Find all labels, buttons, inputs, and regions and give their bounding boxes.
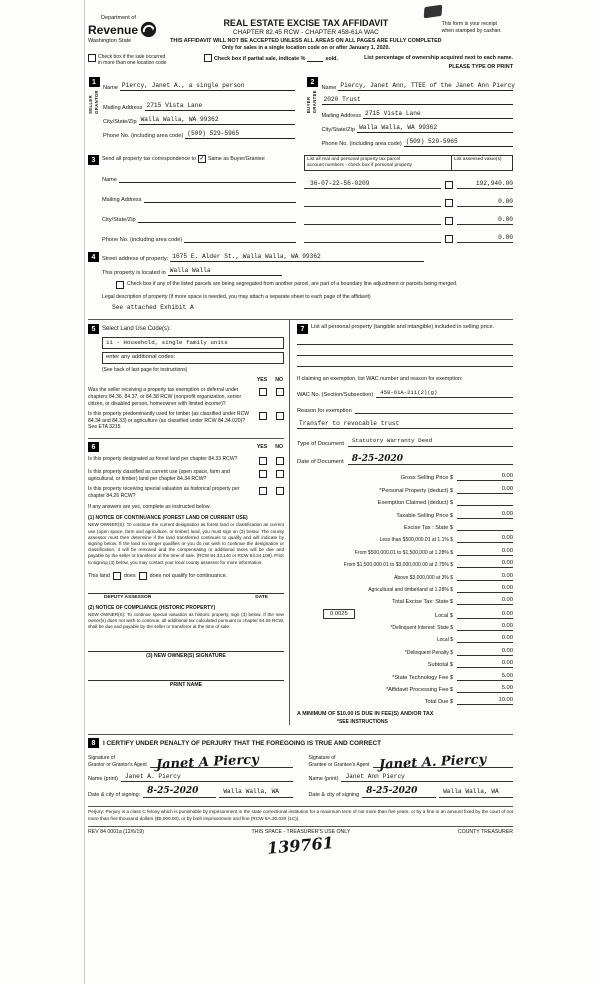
grantee-signature-block <box>309 750 514 798</box>
tax-line: Less than $500,000.01 at 1.1% $ 0.00 <box>379 535 513 544</box>
treasurer-space-label: THIS SPACE - TREASURER'S USE ONLY <box>251 829 351 836</box>
grantee-name-print-label: Name (print) <box>308 776 339 783</box>
grantor-sig-label-1: Signature of <box>88 755 115 762</box>
section-2-buyer <box>307 77 514 147</box>
reason-field-line1[interactable] <box>355 404 513 414</box>
assessed-value-field[interactable]: 0.00 <box>457 233 513 243</box>
assessed-value-field[interactable]: 0.00 <box>457 197 513 207</box>
see-instructions-note: *SEE INSTRUCTIONS <box>337 719 388 726</box>
buyer-name-label: Name <box>321 85 337 92</box>
grantor-side-label: GRANTOR <box>93 90 99 115</box>
section-4 <box>88 252 513 311</box>
tax-line: Subtotal $ 0.00 <box>427 660 513 669</box>
s6-q3-text: Is this property receiving special valuation as historical property per chapter 84.26 RCW? <box>88 486 240 499</box>
s6-q1-text: Is this property designated as forest land per chapter 84.33 RCW? <box>88 456 238 463</box>
tax-amount-field[interactable]: 0.00 <box>457 572 513 581</box>
partial-sale-percent-field[interactable] <box>307 55 323 62</box>
notice1-text: NEW OWNER(S): To continue the current designation as forest land or classification as current use (open space, farm and agriculture, or timber) land, you must sign on (3) below. The county assessor must then determine if the land transferred continues to qualify and will indicate by signing below. If the land no longer qualifies or you do not wish to continue the designation or classification, it will be removed and the compensating or additional taxes will be due and payable by the seller or transferor at the time of sale. (RCW 84.33.140 or RCW 84.34.108). Prior to signing (3) below, you may contact your local county assessor for more information. <box>88 522 284 565</box>
type-or-print-label: PLEASE TYPE OR PRINT <box>448 64 513 71</box>
section-5-number: 5 <box>88 324 99 334</box>
yes-header: YES <box>256 377 268 384</box>
legal-description-label: Legal description of property (if more space is needed, you may attach a separate sheet to each page of the affidavit) <box>102 294 371 301</box>
correspondence-name-label: Name <box>102 177 117 184</box>
section-3-number: 3 <box>88 155 99 165</box>
parcel-number-field[interactable] <box>304 233 441 243</box>
section-6 <box>88 438 284 688</box>
buyer-city-label: City/State/Zip <box>321 127 356 134</box>
section-7 <box>289 320 513 725</box>
notice2-title: (2) NOTICE OF COMPLIANCE (HISTORIC PROPERTY) <box>88 604 216 611</box>
s6-q3-no-checkbox[interactable] <box>276 487 284 495</box>
tax-amount-field[interactable] <box>457 522 513 531</box>
parcel-list <box>304 155 513 243</box>
section-1-number: 1 <box>89 77 100 87</box>
multi-location-label-2: in more than one location code <box>98 60 167 66</box>
dor-logo <box>88 13 170 44</box>
grantee-signature: Janet A. Piercy <box>378 752 487 774</box>
tax-line: *Delinquent Interest: State $ 0.00 <box>390 623 513 632</box>
receipt-note-line2: when stamped by cashier. <box>441 27 502 34</box>
personal-property-line-2[interactable] <box>297 345 513 356</box>
section-6-number: 6 <box>88 442 99 452</box>
s6-q2-text: Is this property classified as current use (open space, farm and agricultural, or timber) land per chapter 84.34 RCW? <box>88 469 230 482</box>
tax-amount-field[interactable]: 0.00 <box>457 584 513 593</box>
correspondence-phone-field[interactable] <box>184 233 296 243</box>
segregated-checkbox[interactable] <box>116 281 124 289</box>
exemption-note: If claiming an exemption, list WAC number and reason for exemption: <box>297 376 463 383</box>
assessed-value-field[interactable]: 0.00 <box>457 215 513 225</box>
multi-location-label-1: Check box if the sale occurred <box>98 54 166 60</box>
header-check-row <box>88 54 513 72</box>
deputy-assessor-signature-field[interactable] <box>88 580 284 594</box>
seller-name-field[interactable]: Piercy, Janet A., a single person <box>120 81 295 91</box>
does-label: does <box>123 572 136 579</box>
continuance-row <box>88 572 284 580</box>
grantee-signature-field[interactable] <box>373 750 514 774</box>
personal-property-line-1[interactable] <box>297 334 513 345</box>
tax-line: *Personal Property (deduct) $ 0.00 <box>379 485 513 494</box>
s5-q1-text: Was the seller receiving a property tax exemption or deferral under chapters 84.36, 84.37, or 84.38 RCW (nonprofit organization, senior citizen, or disabled person, homeowner with limited income)? <box>88 387 242 407</box>
tax-line: Agricultural and timberland at 1.28% $ 0.00 <box>368 584 513 593</box>
if-yes-note: If any answers are yes, complete as instructed below. <box>88 504 211 511</box>
treasurer-stamp-area <box>88 833 513 858</box>
dor-logo-icon <box>140 21 157 38</box>
parcel-number-field[interactable] <box>304 197 441 207</box>
grantee-side-label: GRANTEE <box>312 90 317 114</box>
tax-line: *State Technology Fee $ 5.00 <box>392 672 513 681</box>
partial-sale-checkbox[interactable] <box>204 54 212 62</box>
tax-amount-field[interactable]: 0.00 <box>457 596 513 605</box>
question-row <box>88 411 284 431</box>
buyer-phone-field[interactable]: (509) 529-5965 <box>404 137 513 147</box>
doc-date-field[interactable]: 8-25-2020 <box>348 454 513 465</box>
correspondence-address-field[interactable] <box>144 193 297 203</box>
parcel-row <box>304 179 513 189</box>
tax-line: Gross Selling Price $ 0.00 <box>400 473 513 482</box>
correspondence-city-field[interactable] <box>138 213 296 223</box>
grantee-name-print-field[interactable]: Janet Ann Piercy <box>341 772 513 782</box>
multi-location-check <box>88 54 204 66</box>
header <box>88 13 513 51</box>
personal-property-title: List all personal property (tangible and intangible) included in selling price. <box>311 324 495 331</box>
tax-amount-field[interactable]: 0.00 <box>457 472 513 481</box>
treasurer-stamp-number: 139761 <box>266 833 335 858</box>
parcel-row <box>304 197 513 207</box>
tax-amount-field[interactable]: 0.00 <box>457 485 513 494</box>
grantee-date-city-label: Date & city of signing <box>308 792 360 799</box>
instructions-note: (See back of last page for instructions) <box>102 367 188 374</box>
tax-line: Total Due $ 10.00 <box>424 697 513 706</box>
form-title: REAL ESTATE EXCISE TAX AFFIDAVIT <box>223 18 389 28</box>
question-row <box>88 486 284 499</box>
partial-sale-label: Check box if partial sale, indicate % <box>214 56 306 62</box>
seller-phone-field[interactable]: (509) 529-5965 <box>185 129 294 139</box>
doc-date-label: Date of Document <box>297 459 344 466</box>
reason-label: Reason for exemption <box>297 408 352 415</box>
section-7-number: 7 <box>297 324 308 334</box>
print-name-label: PRINT NAME <box>169 682 203 689</box>
s6-q3-yes-checkbox[interactable] <box>259 487 267 495</box>
same-as-buyer-checkbox[interactable]: ✓ <box>199 156 205 163</box>
ownership-note: List percentage of ownership acquired next to each name. <box>364 55 513 61</box>
correspondence-name-field[interactable] <box>119 173 296 183</box>
notice2-text: NEW OWNER(S): To continue special valuation as historic property, sign (3) below. If the new owner(s) does not wish to continue, all additional tax calculated pursuant to chapter 84.26 RCW, shall be due and payable by the seller or transferor at the time of sale. <box>88 611 284 630</box>
seller-phone-label: Phone No. (including area code) <box>103 133 184 140</box>
tax-amount-field[interactable]: 10.00 <box>457 696 513 705</box>
print-name-field[interactable] <box>88 667 284 681</box>
additional-codes-box <box>102 352 284 364</box>
dept-line3: Washington State <box>88 38 132 44</box>
buyer-address-field[interactable]: 2715 Vista Lane <box>363 109 513 119</box>
s5-q2-yes-checkbox[interactable] <box>259 412 267 420</box>
s5-q2-no-checkbox[interactable] <box>276 412 284 420</box>
tax-line: *Delinquent Penalty $ 0.00 <box>404 647 513 656</box>
buyer-name-field[interactable]: Piercy, Janet Ann, TTEE of the Janet Ann Piercy <box>340 82 515 90</box>
tax-amount-field[interactable]: 0.00 <box>457 510 513 519</box>
additional-codes-label: enter any additional codes: <box>106 354 176 361</box>
s5-q1-no-checkbox[interactable] <box>276 388 284 396</box>
tax-amount-field[interactable]: 0.00 <box>457 659 513 668</box>
dept-line2: Revenue <box>88 22 139 37</box>
section-4-number: 4 <box>88 252 99 262</box>
land-use-code-field[interactable]: 11 - Household, single family units <box>102 337 284 349</box>
dept-line1: Department of <box>101 15 136 21</box>
tax-amount-field[interactable]: 0.00 <box>457 534 513 543</box>
minimum-due-note: A MINIMUM OF $10.00 IS DUE IN FEE(S) AND/OR TAX <box>297 711 434 718</box>
tax-computation <box>297 472 513 705</box>
section-5 <box>88 324 284 431</box>
this-land-label: This land <box>88 572 110 579</box>
correspondence-city-label: City/State/Zip <box>102 217 136 224</box>
s5-q2-text: Is this property predominantly used for timber (as classified under RCW 84.34 and 84.33) or agriculture (as classified under RCW 84.34.020)? See ETA 3215 <box>88 411 250 431</box>
legal-description-field[interactable]: See attached Exhibit A <box>112 304 194 312</box>
receipt-note <box>442 13 513 35</box>
seller-side-label: SELLER <box>87 95 93 115</box>
parcel-row <box>304 233 513 243</box>
correspondence-address-label: Mailing Address <box>102 197 142 204</box>
header-right-notes <box>338 54 513 72</box>
no-header: NO <box>275 444 283 451</box>
warning-line: THIS AFFIDAVIT WILL NOT BE ACCEPTED UNLESS ALL AREAS ON ALL PAGES ARE FULLY COMPLETED <box>170 38 442 44</box>
seller-name-label: Name <box>103 85 118 92</box>
personal-property-checkbox[interactable] <box>445 181 453 189</box>
parties <box>88 77 513 147</box>
section-3 <box>88 155 513 243</box>
grantee-sig-label-2: Grantee or Grantee's Agent <box>308 761 370 768</box>
deputy-assessor-label: DEPUTY ASSESSOR <box>104 594 152 600</box>
tax-amount-field[interactable]: 0.00 <box>457 647 513 656</box>
tax-line: Exemption Claimed (deduct) $ <box>297 497 513 506</box>
tax-amount-field[interactable]: 5.00 <box>457 672 513 681</box>
street-address-label: Street address of property: <box>102 256 169 263</box>
parcel-row <box>304 215 513 225</box>
tax-amount-field[interactable] <box>457 497 513 506</box>
doc-type-label: Type of Document <box>297 441 345 448</box>
tax-amount-field[interactable]: 0.00 <box>457 547 513 556</box>
personal-property-line-3[interactable] <box>297 356 513 367</box>
grantor-signature-field[interactable] <box>150 750 293 774</box>
tax-line: Taxable Selling Price $ 0.00 <box>396 510 513 519</box>
parcel-header-line1: List all real and personal property tax parcel <box>307 157 401 163</box>
parcel-header <box>305 156 452 170</box>
new-owner-signature-field[interactable] <box>88 638 284 652</box>
grantor-signature-block <box>88 750 293 798</box>
affidavit-form <box>88 13 513 856</box>
tax-line: Local $ 0.00 <box>436 635 513 644</box>
tax-amount-field[interactable]: 0.00 <box>457 559 513 568</box>
receipt-note-line1: This form is your receipt <box>441 21 497 27</box>
street-address-field[interactable]: 1675 E. Alder St., Walla Walla, WA 99362 <box>170 252 424 262</box>
segregated-label: Check box if any of the listed parcels are being segregated from another parcel, are part of a boundary line adjustment or parcels being merged. <box>127 281 458 288</box>
personal-property-checkbox[interactable] <box>445 235 453 243</box>
tax-line: *Affidavit Processing Fee $ 5.00 <box>385 685 513 694</box>
title-block <box>170 13 441 51</box>
tax-line: Above $3,000,000 at 3% $ 0.00 <box>394 572 513 581</box>
parcel-number-field[interactable]: 36-07-22-56-0209 <box>304 179 441 189</box>
tax-line: From $500,000.01 to $1,500,000 at 1.28% $ 0.00 <box>354 547 513 556</box>
tax-line: Total Excise Tax: State $ 0.00 <box>392 597 513 606</box>
s6-q2-yes-checkbox[interactable] <box>259 470 267 478</box>
assessed-value-field[interactable]: 192,940.00 <box>457 179 513 189</box>
scan-edge <box>84 0 85 984</box>
section-8 <box>88 734 513 798</box>
does-checkbox[interactable] <box>113 572 121 580</box>
grantor-date-field[interactable]: 8-25-2020 <box>143 786 216 798</box>
sold-label: sold. <box>325 56 338 62</box>
section-8-number: 8 <box>88 738 99 748</box>
tax-line: Excise Tax : State $ <box>297 522 513 531</box>
grantor-date-city-label: Date & city of signing: <box>88 792 141 799</box>
same-as-buyer-label: Same as Buyer/Grantee <box>207 156 265 163</box>
correspondence-phone-label: Phone No. (including area code) <box>102 237 183 244</box>
grantee-city-field[interactable]: Walla Walla, WA <box>439 786 513 798</box>
buyer-phone-label: Phone No. (including area code) <box>321 141 402 148</box>
parcel-header-line2: account numbers - check box if personal property <box>307 163 413 169</box>
question-row <box>88 387 284 407</box>
new-owner-signature-label: (3) NEW OWNER(S) SIGNATURE <box>146 653 226 660</box>
multi-location-checkbox[interactable] <box>88 54 96 62</box>
date-label: DATE <box>255 594 268 600</box>
grantee-date-field[interactable]: 8-25-2020 <box>362 786 436 798</box>
located-in-label: This property is located in <box>102 270 166 277</box>
buyer-name-field-line2[interactable]: 2020 Trust <box>322 95 514 105</box>
wac-number-field[interactable]: 458-61A-211(2)(g) <box>376 388 513 398</box>
s6-q2-no-checkbox[interactable] <box>276 470 284 478</box>
left-column <box>88 320 289 725</box>
lower-columns <box>88 319 513 725</box>
section-1-seller <box>88 77 295 147</box>
seller-address-label: Mailing Address <box>103 105 143 112</box>
s5-q1-yes-checkbox[interactable] <box>259 388 267 396</box>
parcel-number-field[interactable] <box>304 215 441 225</box>
seller-city-field[interactable]: Walla Walla, WA 99362 <box>139 115 295 125</box>
certify-statement: I CERTIFY UNDER PENALTY OF PERJURY THAT THE FOREGOING IS TRUE AND CORRECT <box>103 739 382 747</box>
grantor-sig-label-2: Grantor or Grantor's Agent <box>88 761 147 768</box>
section-2-number: 2 <box>307 77 318 87</box>
tax-amount-field[interactable]: 0.00 <box>457 610 513 619</box>
buyer-side-label: BUYER <box>306 96 312 114</box>
yes-header: YES <box>256 444 268 451</box>
tax-amount-field[interactable]: 0.00 <box>457 622 513 631</box>
grantee-sig-label-1: Signature of <box>308 755 336 762</box>
tax-amount-field[interactable]: 0.00 <box>457 634 513 643</box>
grantor-city-field[interactable]: Walla Walla, WA <box>219 786 292 798</box>
notice1-title: (1) NOTICE OF CONTINUANCE (FOREST LAND OR CURRENT USE) <box>88 515 248 522</box>
reason-field-line2[interactable]: Transfer to revocable trust <box>297 419 513 429</box>
does-not-label: does not qualify for continuance. <box>149 572 228 579</box>
tax-amount-field[interactable]: 5.00 <box>457 684 513 693</box>
send-correspondence-label: Send all property tax correspondence to <box>102 156 196 163</box>
grantor-signature: Janet A Piercy <box>155 752 259 774</box>
personal-property-checkbox[interactable] <box>445 217 453 225</box>
question-row <box>88 469 284 482</box>
footer-row <box>88 826 513 835</box>
grantor-name-print-label: Name (print) <box>88 776 118 783</box>
local-rate-box: 0.0025 <box>323 609 355 619</box>
single-location-note: Only for sales in a single location code on or after January 1, 2020. <box>221 45 390 51</box>
personal-property-checkbox[interactable] <box>445 199 453 207</box>
located-in-field[interactable]: Walla Walla <box>168 266 282 276</box>
tax-line-local: 0.0025 Local $ 0.00 <box>297 609 513 619</box>
seller-city-label: City/State/Zip <box>103 119 137 126</box>
partial-sale-check <box>204 54 338 62</box>
does-not-checkbox[interactable] <box>139 572 147 580</box>
s6-q1-no-checkbox[interactable] <box>276 457 284 465</box>
chapter-line: CHAPTER 82.45 RCW - CHAPTER 458-61A WAC <box>232 29 379 36</box>
buyer-city-field[interactable]: Walla Walla, WA 99362 <box>357 123 513 133</box>
seller-address-field[interactable]: 2715 Vista Lane <box>145 101 295 111</box>
wac-label: WAC No. (Section/Subsection) <box>297 392 374 399</box>
s6-q1-yes-checkbox[interactable] <box>259 457 267 465</box>
grantor-name-print-field[interactable]: Janet A. Piercy <box>121 772 293 782</box>
buyer-address-label: Mailing Address <box>321 113 361 120</box>
county-treasurer-label: COUNTY TREASURER <box>457 829 513 836</box>
no-header: NO <box>275 377 283 384</box>
question-row <box>88 456 284 465</box>
tax-line: From $1,500,000.01 to $3,000,000.00 at 2.75% $ 0.00 <box>343 560 513 569</box>
assessed-value-header: List assessed value(s) <box>454 157 502 163</box>
perjury-notice: Perjury: Perjury is a class C felony which is punishable by imprisonment in the state correctional institution for a maximum term of not more than five years, or by a fine in an amount fixed by the court of not more than five thousand dollars ($5,000.00), or by both imprisonment and fine (RCW 9A.20.020 (1C)). <box>88 806 513 822</box>
rev-form-code: REV 84 0001a (12/6/19) <box>88 829 144 836</box>
land-use-title: Select Land Use Code(s): <box>102 326 171 333</box>
doc-type-field[interactable]: Statutory Warranty Deed <box>348 436 513 447</box>
